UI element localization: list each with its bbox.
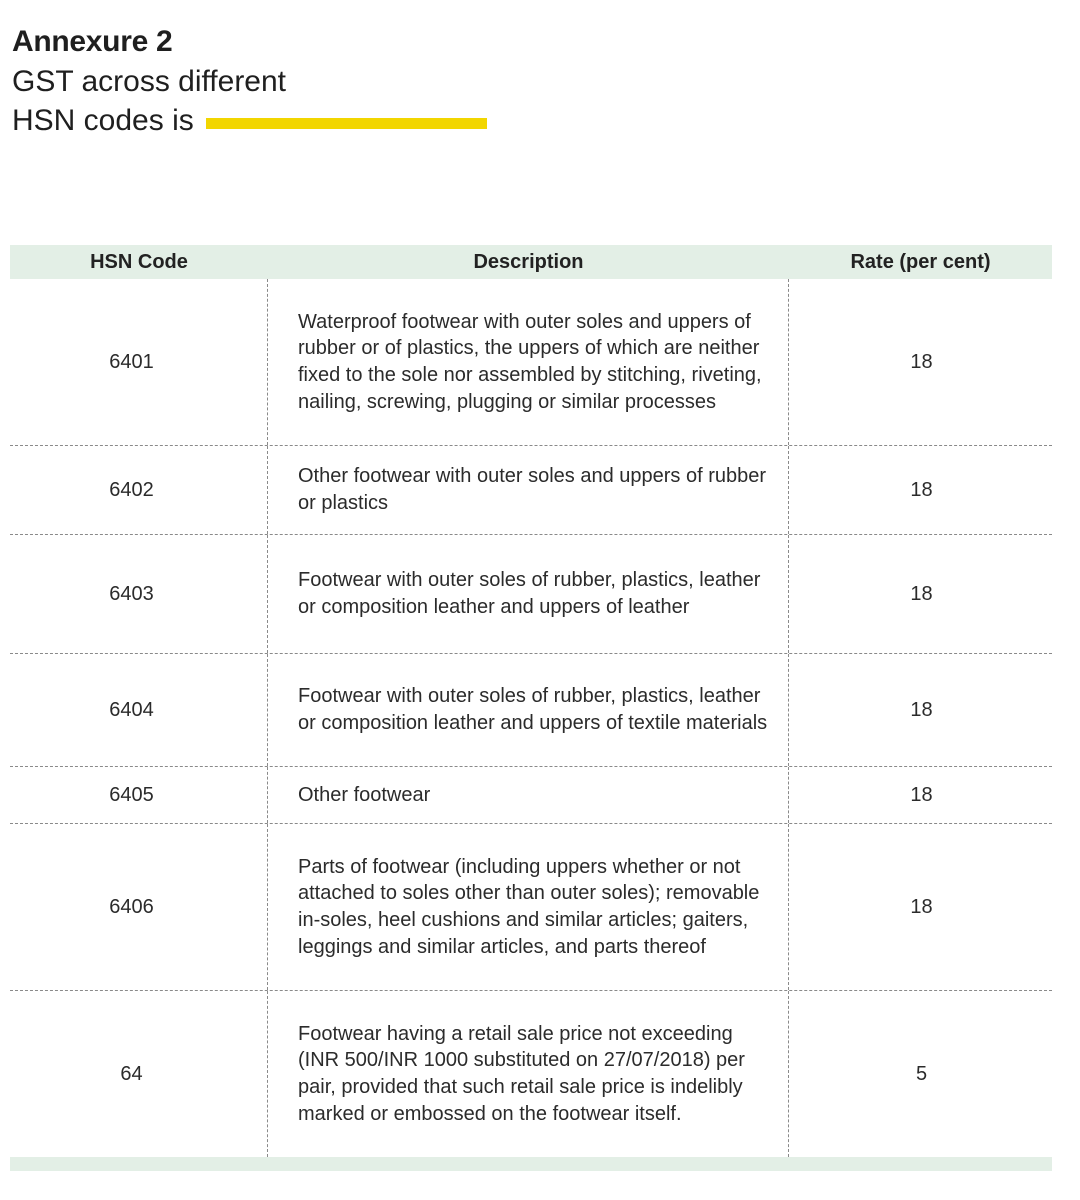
- heading: [12, 22, 612, 140]
- table-header: [10, 245, 1052, 279]
- cell-description: Footwear with outer soles of rubber, plastics, leather or composition leather and uppers of leather: [268, 535, 789, 653]
- cell-description: Footwear having a retail sale price not exceeding (INR 500/INR 1000 substituted on 27/07/2018) per pair, provided that such retail sale price is indelibly marked or embossed on the footwear itself.: [268, 991, 789, 1157]
- cell-rate: 18: [910, 783, 933, 806]
- header-hsn-code: HSN Code: [90, 250, 188, 273]
- cell-hsn-code: 64: [10, 991, 268, 1157]
- cell-description: Other footwear with outer soles and uppers of rubber or plastics: [268, 446, 789, 534]
- gst-table: [10, 245, 1052, 1171]
- subtitle-line-2-wrap: [12, 101, 612, 140]
- cell-rate: 5: [915, 1062, 928, 1085]
- cell-rate: 18: [910, 582, 933, 605]
- cell-hsn-code: 6404: [10, 654, 268, 766]
- accent-bar: [206, 118, 487, 129]
- table-row: [10, 535, 1052, 654]
- cell-hsn-code: 6403: [10, 535, 268, 653]
- table-row: [10, 446, 1052, 535]
- subtitle-line-2: HSN codes is: [12, 104, 194, 137]
- cell-description: Other footwear: [268, 767, 789, 823]
- cell-hsn-code: 6405: [10, 767, 268, 823]
- subtitle-line-1: GST across different: [12, 65, 287, 98]
- table-row: [10, 991, 1052, 1157]
- annexure-title: Annexure 2: [12, 25, 173, 58]
- cell-rate: 18: [910, 350, 933, 373]
- table-row: [10, 654, 1052, 767]
- cell-rate: 18: [910, 478, 933, 501]
- cell-description: Parts of footwear (including uppers whether or not attached to soles other than outer soles); removable in-soles, heel cushions and similar articles; gaiters, leggings and similar articles, and parts thereof: [268, 824, 789, 990]
- header-rate: Rate (per cent): [850, 250, 991, 273]
- cell-description: Waterproof footwear with outer soles and uppers of rubber or of plastics, the uppers of which are neither fixed to the sole nor assembled by stitching, riveting, nailing, screwing, plugging or similar processes: [268, 279, 789, 445]
- header-description: Description: [473, 250, 584, 273]
- table-row: [10, 824, 1052, 991]
- cell-hsn-code: 6401: [10, 279, 268, 445]
- table-footer-band: [10, 1157, 1052, 1171]
- table-row: [10, 767, 1052, 824]
- cell-rate: 18: [910, 698, 933, 721]
- cell-hsn-code: 6406: [10, 824, 268, 990]
- table-row: [10, 279, 1052, 446]
- cell-rate: 18: [910, 895, 933, 918]
- cell-description: Footwear with outer soles of rubber, plastics, leather or composition leather and uppers of textile materials: [268, 654, 789, 766]
- cell-hsn-code: 6402: [10, 446, 268, 534]
